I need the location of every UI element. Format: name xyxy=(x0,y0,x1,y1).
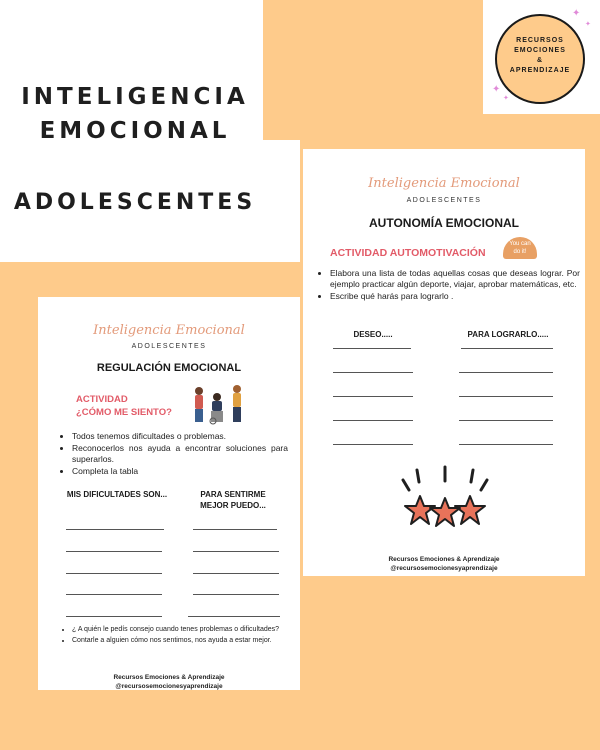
column-header-lograrlo: PARA LOGRARLO..... xyxy=(467,330,549,339)
reflection-list xyxy=(60,625,308,647)
answer-line xyxy=(459,372,553,373)
answer-line xyxy=(459,396,553,397)
footer: Recursos Emociones & Aprendizaje @recursosemocionesyaprendizaje xyxy=(113,674,225,690)
cover-subtitle: ADOLESCENTES xyxy=(13,190,257,215)
answer-line xyxy=(188,616,280,617)
answer-line xyxy=(66,573,162,574)
answer-line xyxy=(66,616,162,617)
brand-logo xyxy=(483,0,600,114)
activity-title: ACTIVIDAD AUTOMOTIVACIÓN xyxy=(330,247,486,259)
answer-line xyxy=(333,372,413,373)
answer-line xyxy=(333,420,413,421)
worksheet-title: AUTONOMÍA EMOCIONAL xyxy=(369,216,519,230)
worksheet-autonomia xyxy=(303,149,585,576)
cover-title-line2: EMOCIONAL xyxy=(39,118,231,144)
instructions-list xyxy=(60,431,288,478)
worksheet-title: REGULACIÓN EMOCIONAL xyxy=(96,362,242,374)
answer-line xyxy=(193,551,279,552)
list-item: • Completa la tabla xyxy=(72,466,288,477)
answer-line xyxy=(66,529,164,530)
instructions-list xyxy=(318,268,580,303)
audience-label: ADOLESCENTES xyxy=(406,197,482,204)
sparkle-icon: ✦ xyxy=(572,8,581,19)
column-header-sentirme: PARA SENTIRME MEJOR PUEDO... xyxy=(200,490,266,510)
list-item: • Elabora una lista de todas aquellas cosas que deseas lograr. Por ejemplo practicar algún deporte, viajar, aprobar matemáticas, etc. xyxy=(330,268,580,290)
answer-line xyxy=(333,396,413,397)
cover-title-line1: INTELIGENCIA xyxy=(21,84,249,110)
column-header-deseo: DESEO..... xyxy=(353,330,393,339)
answer-line xyxy=(459,444,553,445)
answer-line xyxy=(459,420,553,421)
worksheet-regulacion xyxy=(38,297,300,690)
you-can-do-it-badge: You can do it! xyxy=(503,237,537,259)
teens-group-icon xyxy=(189,383,249,425)
activity-title: ACTIVIDAD ¿CÓMO ME SIENTO? xyxy=(76,394,172,418)
list-item: • Reconocerlos nos ayuda a encontrar soluciones para superarlos. xyxy=(72,443,288,465)
stars-icon xyxy=(395,464,495,534)
brand-script: Inteligencia Emocional xyxy=(93,323,245,338)
list-item: • ¿ A quién le pedís consejo cuando tenes problemas o dificultades? xyxy=(72,625,308,635)
logo-text: RECURSOS EMOCIONES & APRENDIZAJE xyxy=(509,37,571,74)
answer-line xyxy=(193,529,277,530)
audience-label: ADOLESCENTES xyxy=(131,343,207,350)
column-header-dificultades: MIS DIFICULTADES SON... xyxy=(66,490,168,499)
list-item: • Escribe qué harás para lograrlo . xyxy=(330,291,580,302)
list-item: • Contarle a alguien cómo nos sentimos, nos ayuda a estar mejor. xyxy=(72,636,308,646)
sparkle-icon: ✦ xyxy=(585,21,591,28)
brand-script: Inteligencia Emocional xyxy=(368,176,520,191)
list-item: • Todos tenemos dificultades o problemas. xyxy=(72,431,288,442)
sparkle-icon: ✦ xyxy=(492,84,501,95)
answer-line xyxy=(333,348,411,349)
answer-line xyxy=(333,444,413,445)
answer-line xyxy=(66,594,162,595)
answer-line xyxy=(193,594,279,595)
footer: Recursos Emociones & Aprendizaje @recursosemocionesyaprendizaje xyxy=(388,556,500,572)
answer-line xyxy=(66,551,162,552)
sparkle-icon: ✦ xyxy=(503,95,509,102)
answer-line xyxy=(461,348,553,349)
answer-line xyxy=(193,573,279,574)
